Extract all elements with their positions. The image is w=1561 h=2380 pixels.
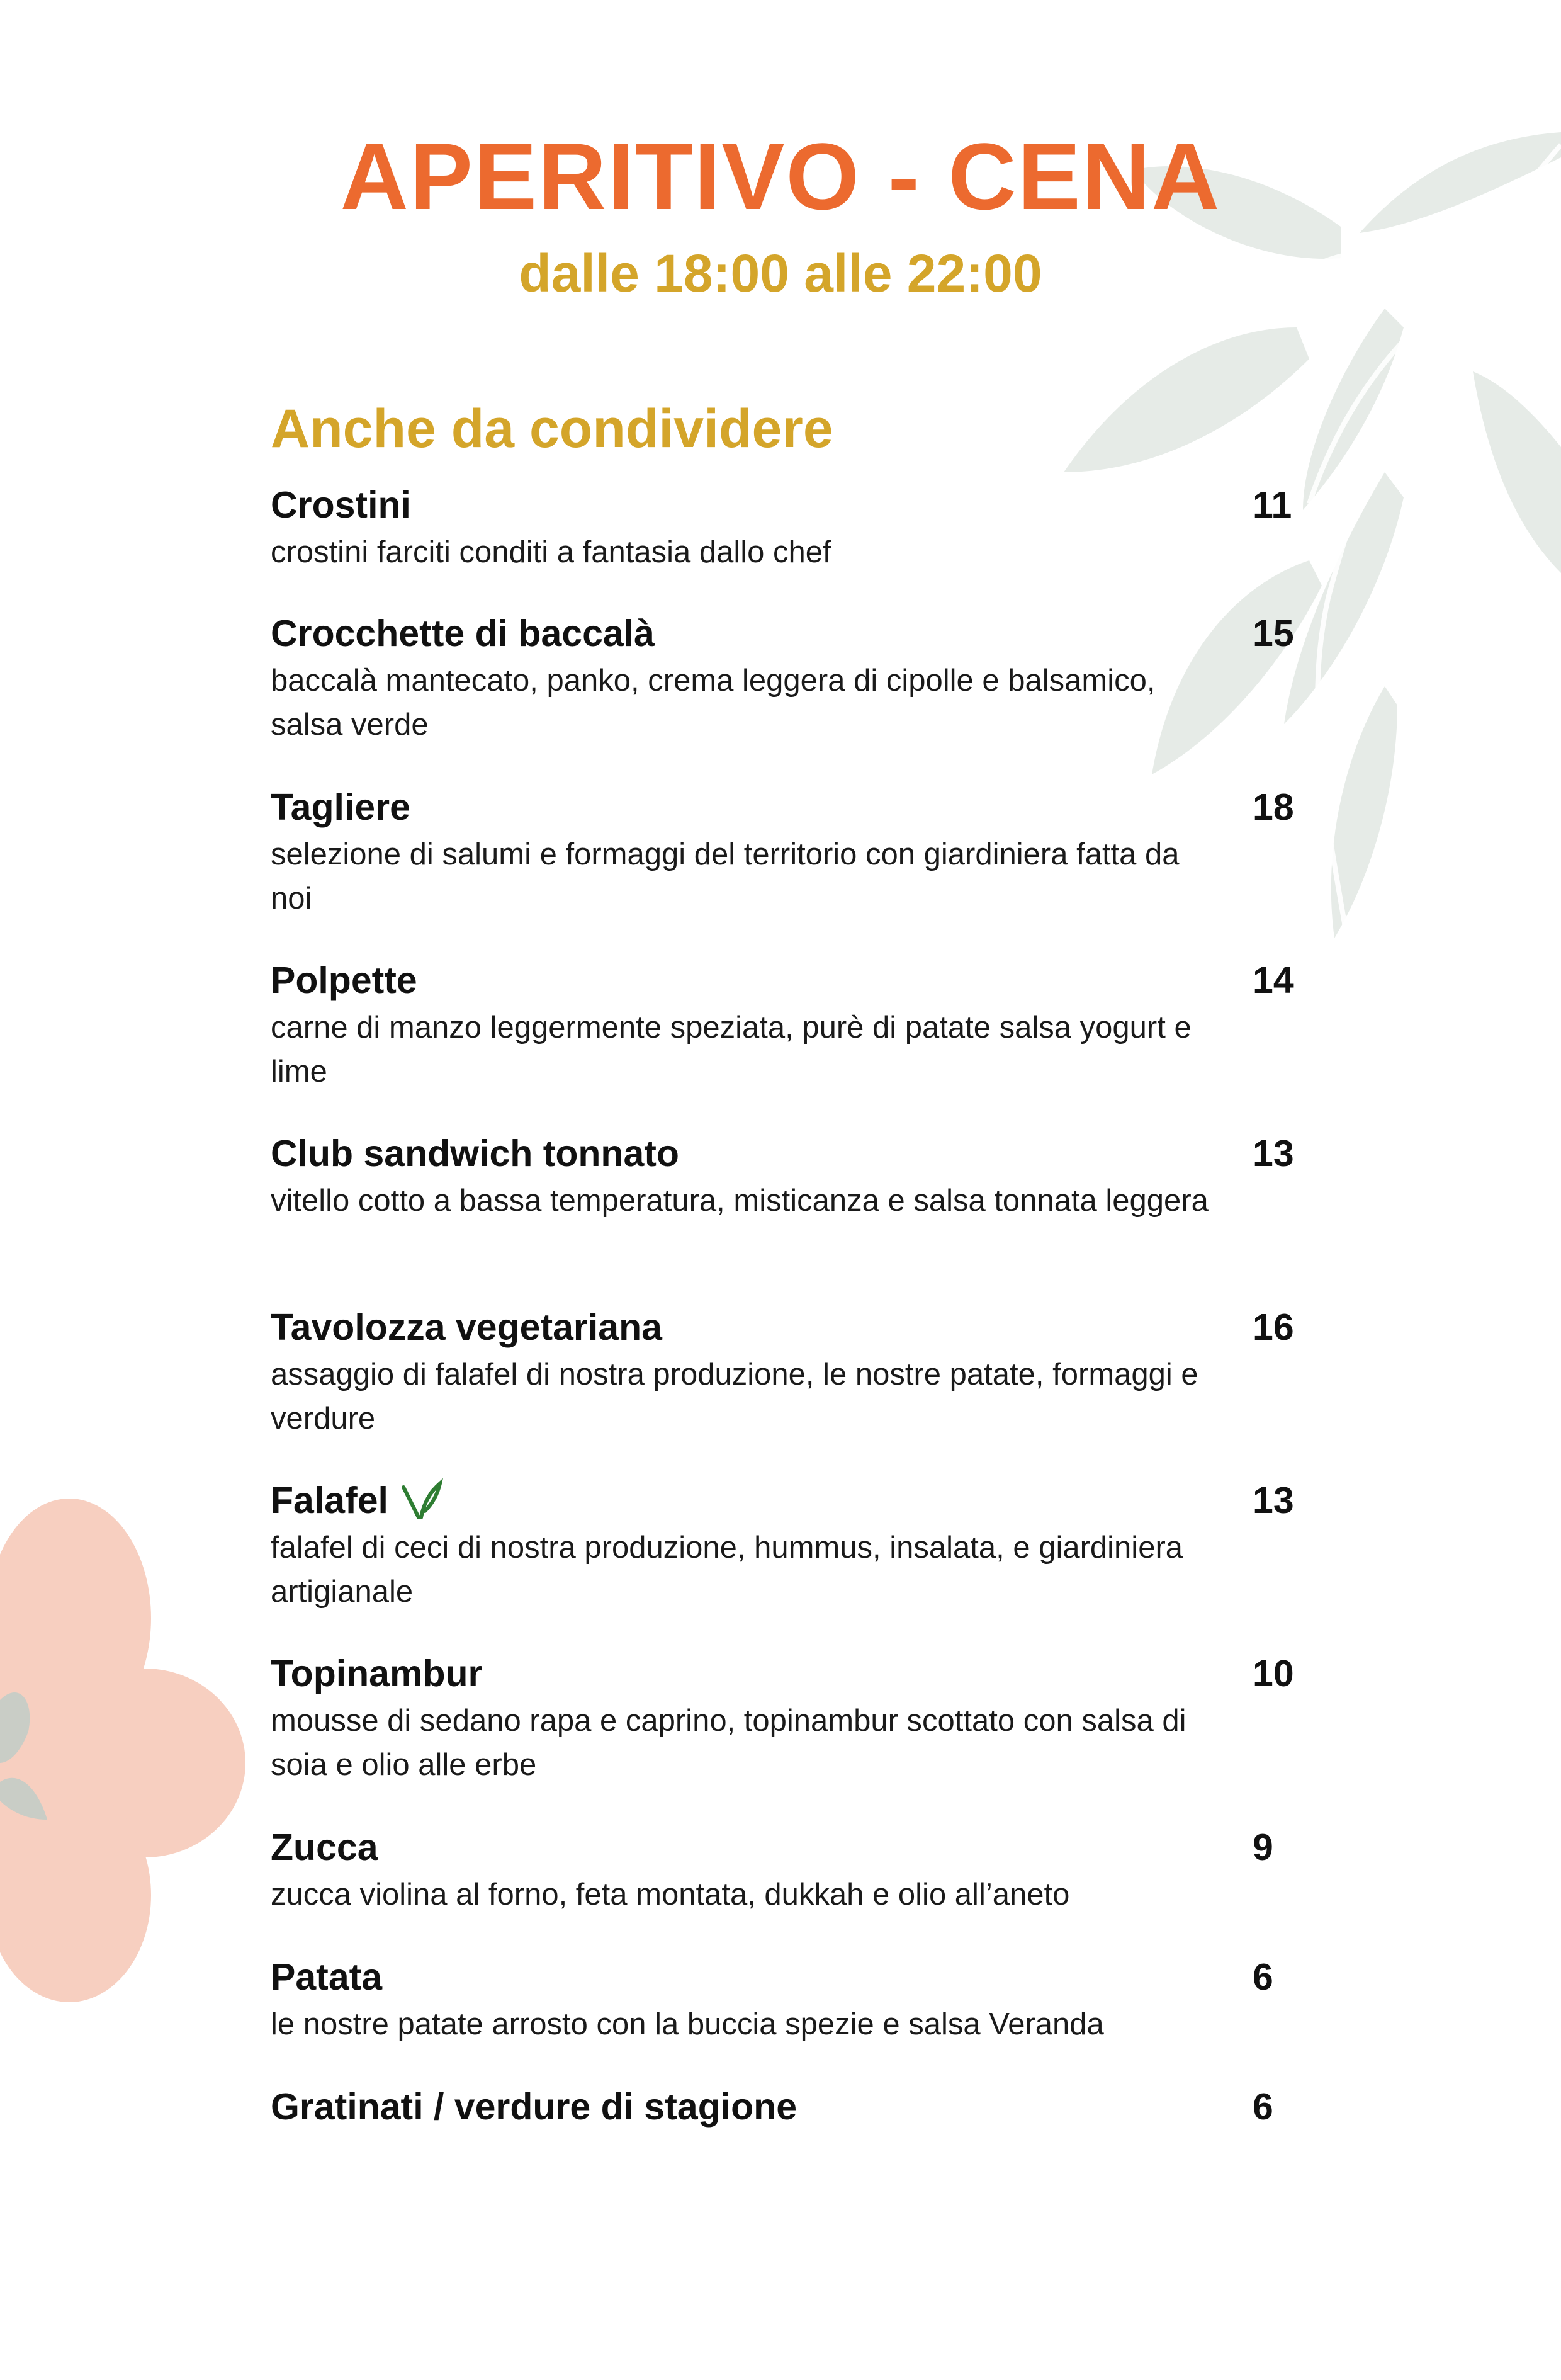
menu-item-crostini	[271, 480, 1328, 574]
item-name: Polpette	[271, 960, 417, 1001]
item-price: 13	[1253, 1480, 1294, 1521]
item-name: Gratinati / verdure di stagione	[271, 2086, 797, 2128]
menu-item-polpette	[271, 955, 1328, 1094]
item-name: Crostini	[271, 484, 411, 526]
item-description: vitello cotto a bassa temperatura, misticanza e salsa tonnata leggera	[271, 1184, 1209, 1218]
item-name: Zucca	[271, 1827, 378, 1868]
menu-item-zucca	[271, 1822, 1328, 1917]
item-price: 6	[1253, 1956, 1273, 1998]
menu-item-crocchette	[271, 608, 1328, 747]
item-price: 10	[1253, 1653, 1294, 1694]
item-name: Club sandwich tonnato	[271, 1133, 679, 1174]
item-description: zucca violina al forno, feta montata, dukkah e olio all’aneto	[271, 1878, 1070, 1912]
page-title: APERITIVO - CENA	[340, 123, 1221, 229]
item-price: 15	[1253, 613, 1294, 654]
item-name: Patata	[271, 1956, 383, 1998]
item-description: carne di manzo leggermente speziata, purè di patate salsa yogurt e lime	[271, 1011, 1192, 1089]
vegan-icon	[400, 1478, 444, 1522]
item-name: Falafel	[271, 1475, 1328, 1526]
item-price: 6	[1253, 2086, 1273, 2128]
item-description: mousse di sedano rapa e caprino, topinambur scottato con salsa di soia e olio alle erbe	[271, 1704, 1186, 1782]
flower-decoration	[0, 1492, 252, 2009]
item-name: Tavolozza vegetariana	[271, 1306, 662, 1348]
menu-item-patata	[271, 1952, 1328, 2046]
menu-item-gratinati	[271, 2082, 1328, 2132]
item-name: Topinambur	[271, 1653, 483, 1694]
item-description: assaggio di falafel di nostra produzione, le nostre patate, formaggi e verdure	[271, 1357, 1198, 1436]
item-price: 11	[1253, 484, 1292, 526]
menu-item-tagliere	[271, 782, 1328, 921]
item-name: Crocchette di baccalà	[271, 613, 655, 654]
service-hours: dalle 18:00 alle 22:00	[519, 244, 1042, 303]
item-description: selezione di salumi e formaggi del territorio con giardiniera fatta da noi	[271, 837, 1180, 915]
item-description: falafel di ceci di nostra produzione, hummus, insalata, e giardiniera artigianale	[271, 1531, 1183, 1609]
item-description: crostini farciti conditi a fantasia dallo chef	[271, 535, 831, 569]
item-description: le nostre patate arrosto con la buccia spezie e salsa Veranda	[271, 2007, 1104, 2041]
menu-item-tavolozza	[271, 1302, 1328, 1441]
section-title: Anche da condividere	[271, 399, 833, 459]
item-description: baccalà mantecato, panko, crema leggera di cipolle e balsamico, salsa verde	[271, 664, 1156, 742]
menu-item-falafel	[271, 1475, 1328, 1614]
menu-item-topinambur	[271, 1648, 1328, 1787]
item-price: 14	[1253, 960, 1294, 1001]
item-price: 9	[1253, 1827, 1273, 1868]
item-name: Tagliere	[271, 786, 410, 828]
item-price: 13	[1253, 1133, 1294, 1174]
menu-item-club-sandwich	[271, 1128, 1328, 1223]
item-price: 18	[1253, 786, 1294, 828]
item-price: 16	[1253, 1306, 1294, 1348]
